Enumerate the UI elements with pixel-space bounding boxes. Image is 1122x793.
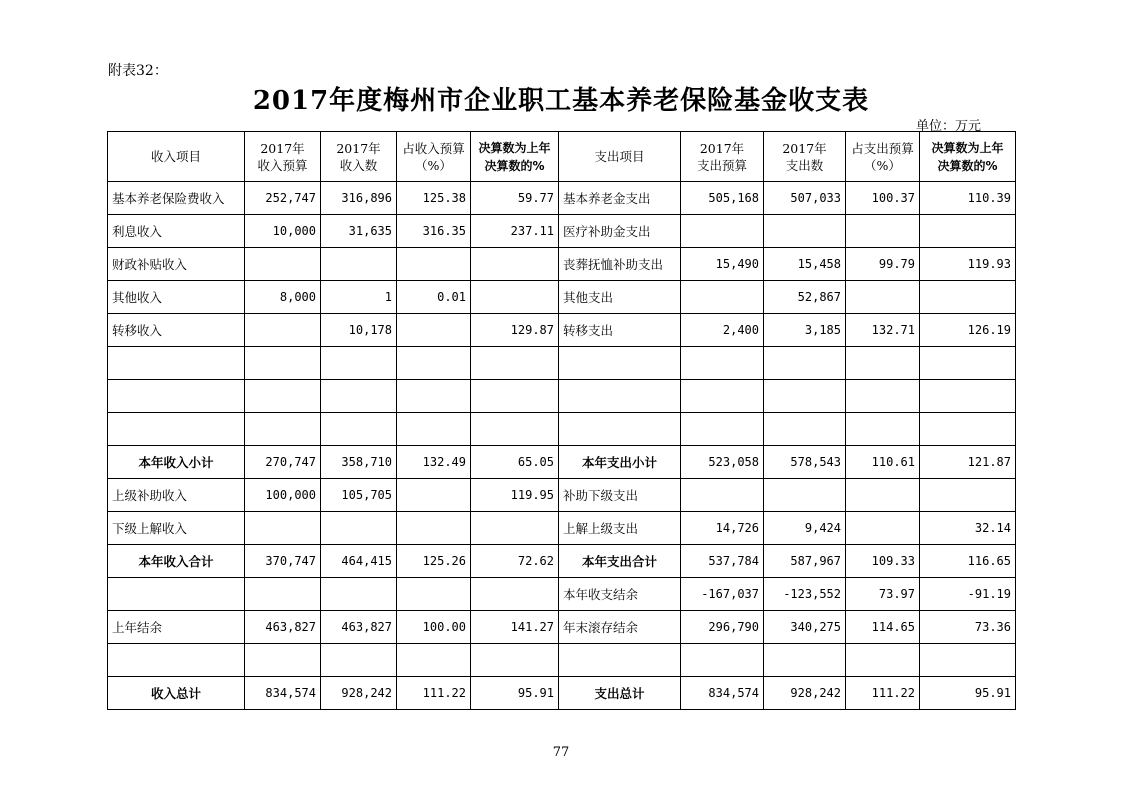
header-income-pct-budget: 占收入预算 （%）: [397, 132, 471, 182]
table-row: [108, 314, 1016, 347]
income-actual-cell: 316,896: [321, 182, 397, 215]
income-pct-lastyear-cell: [471, 644, 559, 677]
income-item-cell: [108, 578, 245, 611]
income-pct-lastyear-cell: 95.91: [471, 677, 559, 710]
table-row: [108, 215, 1016, 248]
income-item-cell: [108, 380, 245, 413]
income-item-cell: 上级补助收入: [108, 479, 245, 512]
income-pct-budget-cell: [397, 314, 471, 347]
income-actual-cell: 31,635: [321, 215, 397, 248]
income-item-cell: 下级上解收入: [108, 512, 245, 545]
table-row: [108, 677, 1016, 710]
expense-pct-budget-cell: [846, 281, 920, 314]
income-actual-cell: [321, 644, 397, 677]
expense-pct-budget-cell: 132.71: [846, 314, 920, 347]
table-row: [108, 512, 1016, 545]
income-pct-lastyear-cell: 59.77: [471, 182, 559, 215]
income-pct-lastyear-cell: 237.11: [471, 215, 559, 248]
expense-actual-cell: 340,275: [764, 611, 846, 644]
expense-pct-lastyear-cell: [920, 281, 1016, 314]
income-item-cell: 基本养老保险费收入: [108, 182, 245, 215]
page-title: 2017年度梅州市企业职工基本养老保险基金收支表: [252, 86, 870, 116]
expense-pct-lastyear-cell: [920, 215, 1016, 248]
expense-item-cell: 转移支出: [559, 314, 681, 347]
unit-label: 单位：万元: [916, 119, 982, 134]
income-item-cell: 利息收入: [108, 215, 245, 248]
expense-actual-cell: 587,967: [764, 545, 846, 578]
income-budget-cell: 10,000: [245, 215, 321, 248]
income-item-cell: 上年结余: [108, 611, 245, 644]
income-budget-cell: [245, 578, 321, 611]
table-row: [108, 446, 1016, 479]
expense-pct-lastyear-cell: [920, 413, 1016, 446]
income-pct-budget-cell: [397, 479, 471, 512]
expense-pct-lastyear-cell: [920, 479, 1016, 512]
expense-budget-cell: 2,400: [681, 314, 764, 347]
income-pct-budget-cell: [397, 578, 471, 611]
income-actual-cell: 928,242: [321, 677, 397, 710]
expense-actual-cell: [764, 644, 846, 677]
income-pct-budget-cell: 316.35: [397, 215, 471, 248]
income-actual-cell: [321, 413, 397, 446]
income-actual-cell: 1: [321, 281, 397, 314]
header-income-pct-lastyear: 决算数为上年 决算数的%: [471, 132, 559, 182]
income-actual-cell: [321, 578, 397, 611]
income-budget-cell: [245, 314, 321, 347]
income-pct-lastyear-cell: [471, 248, 559, 281]
income-item-cell: [108, 347, 245, 380]
income-budget-cell: 270,747: [245, 446, 321, 479]
expense-actual-cell: 9,424: [764, 512, 846, 545]
table-row: [108, 380, 1016, 413]
header-expense-item: 支出项目: [559, 132, 681, 182]
expense-budget-cell: 296,790: [681, 611, 764, 644]
expense-pct-lastyear-cell: [920, 644, 1016, 677]
expense-pct-lastyear-cell: [920, 380, 1016, 413]
expense-actual-cell: [764, 380, 846, 413]
income-actual-cell: [321, 347, 397, 380]
expense-budget-cell: [681, 215, 764, 248]
expense-item-cell: 本年支出合计: [559, 545, 681, 578]
income-actual-cell: 464,415: [321, 545, 397, 578]
income-budget-cell: [245, 644, 321, 677]
expense-item-cell: 年末滚存结余: [559, 611, 681, 644]
header-income-item: 收入项目: [108, 132, 245, 182]
income-pct-lastyear-cell: 119.95: [471, 479, 559, 512]
expense-actual-cell: 928,242: [764, 677, 846, 710]
income-budget-cell: [245, 512, 321, 545]
income-actual-cell: 463,827: [321, 611, 397, 644]
expense-actual-cell: -123,552: [764, 578, 846, 611]
income-pct-lastyear-cell: [471, 347, 559, 380]
expense-actual-cell: 578,543: [764, 446, 846, 479]
expense-item-cell: 补助下级支出: [559, 479, 681, 512]
expense-item-cell: [559, 644, 681, 677]
income-budget-cell: 834,574: [245, 677, 321, 710]
expense-item-cell: 支出总计: [559, 677, 681, 710]
table-row: [108, 479, 1016, 512]
income-actual-cell: 10,178: [321, 314, 397, 347]
income-pct-lastyear-cell: 65.05: [471, 446, 559, 479]
expense-budget-cell: [681, 413, 764, 446]
expense-actual-cell: [764, 479, 846, 512]
income-pct-lastyear-cell: 72.62: [471, 545, 559, 578]
expense-budget-cell: 834,574: [681, 677, 764, 710]
header-expense-pct-budget: 占支出预算 （%）: [846, 132, 920, 182]
expense-pct-lastyear-cell: [920, 347, 1016, 380]
expense-actual-cell: 52,867: [764, 281, 846, 314]
income-budget-cell: [245, 248, 321, 281]
income-pct-budget-cell: 0.01: [397, 281, 471, 314]
expense-budget-cell: -167,037: [681, 578, 764, 611]
fund-table: [107, 131, 1016, 710]
table-row: [108, 611, 1016, 644]
expense-pct-lastyear-cell: 116.65: [920, 545, 1016, 578]
income-pct-lastyear-cell: [471, 512, 559, 545]
table-row: [108, 644, 1016, 677]
expense-item-cell: 基本养老金支出: [559, 182, 681, 215]
expense-pct-budget-cell: 100.37: [846, 182, 920, 215]
income-item-cell: 本年收入合计: [108, 545, 245, 578]
income-item-cell: 财政补贴收入: [108, 248, 245, 281]
expense-item-cell: 上解上级支出: [559, 512, 681, 545]
income-pct-budget-cell: [397, 380, 471, 413]
expense-actual-cell: [764, 347, 846, 380]
income-pct-budget-cell: 100.00: [397, 611, 471, 644]
income-actual-cell: 105,705: [321, 479, 397, 512]
header-income-actual: 2017年 收入数: [321, 132, 397, 182]
income-pct-budget-cell: 125.26: [397, 545, 471, 578]
expense-budget-cell: [681, 479, 764, 512]
income-budget-cell: [245, 347, 321, 380]
expense-pct-lastyear-cell: 110.39: [920, 182, 1016, 215]
income-actual-cell: [321, 248, 397, 281]
income-item-cell: 本年收入小计: [108, 446, 245, 479]
income-budget-cell: 463,827: [245, 611, 321, 644]
income-item-cell: [108, 644, 245, 677]
expense-item-cell: 其他支出: [559, 281, 681, 314]
expense-item-cell: 丧葬抚恤补助支出: [559, 248, 681, 281]
expense-pct-budget-cell: 99.79: [846, 248, 920, 281]
expense-pct-budget-cell: 73.97: [846, 578, 920, 611]
income-pct-lastyear-cell: [471, 578, 559, 611]
expense-pct-budget-cell: 109.33: [846, 545, 920, 578]
income-pct-lastyear-cell: [471, 413, 559, 446]
expense-item-cell: 本年支出小计: [559, 446, 681, 479]
income-item-cell: 转移收入: [108, 314, 245, 347]
expense-budget-cell: [681, 281, 764, 314]
expense-budget-cell: 505,168: [681, 182, 764, 215]
expense-budget-cell: [681, 644, 764, 677]
expense-pct-budget-cell: [846, 215, 920, 248]
table-row: [108, 281, 1016, 314]
expense-actual-cell: 507,033: [764, 182, 846, 215]
table-row: [108, 413, 1016, 446]
attachment-label: 附表32：: [108, 63, 168, 79]
expense-actual-cell: [764, 413, 846, 446]
expense-pct-lastyear-cell: 119.93: [920, 248, 1016, 281]
income-pct-budget-cell: [397, 512, 471, 545]
income-pct-lastyear-cell: 141.27: [471, 611, 559, 644]
income-actual-cell: [321, 380, 397, 413]
expense-item-cell: [559, 413, 681, 446]
expense-budget-cell: [681, 347, 764, 380]
expense-pct-budget-cell: [846, 479, 920, 512]
expense-budget-cell: 523,058: [681, 446, 764, 479]
income-pct-budget-cell: [397, 248, 471, 281]
table-row: [108, 182, 1016, 215]
expense-budget-cell: 15,490: [681, 248, 764, 281]
header-expense-pct-lastyear: 决算数为上年 决算数的%: [920, 132, 1016, 182]
expense-item-cell: 医疗补助金支出: [559, 215, 681, 248]
income-budget-cell: 370,747: [245, 545, 321, 578]
income-budget-cell: [245, 413, 321, 446]
income-pct-lastyear-cell: [471, 380, 559, 413]
header-income-budget: 2017年 收入预算: [245, 132, 321, 182]
expense-item-cell: [559, 380, 681, 413]
expense-pct-budget-cell: [846, 512, 920, 545]
expense-pct-lastyear-cell: 126.19: [920, 314, 1016, 347]
expense-item-cell: 本年收支结余: [559, 578, 681, 611]
income-pct-lastyear-cell: [471, 281, 559, 314]
expense-actual-cell: 3,185: [764, 314, 846, 347]
expense-pct-budget-cell: [846, 347, 920, 380]
expense-pct-budget-cell: [846, 413, 920, 446]
income-item-cell: 其他收入: [108, 281, 245, 314]
expense-item-cell: [559, 347, 681, 380]
income-pct-budget-cell: 111.22: [397, 677, 471, 710]
expense-pct-lastyear-cell: 32.14: [920, 512, 1016, 545]
income-pct-budget-cell: [397, 347, 471, 380]
header-expense-budget: 2017年 支出预算: [681, 132, 764, 182]
table-row: [108, 578, 1016, 611]
income-budget-cell: 252,747: [245, 182, 321, 215]
expense-actual-cell: 15,458: [764, 248, 846, 281]
expense-budget-cell: 14,726: [681, 512, 764, 545]
expense-budget-cell: 537,784: [681, 545, 764, 578]
expense-pct-lastyear-cell: 95.91: [920, 677, 1016, 710]
header-expense-actual: 2017年 支出数: [764, 132, 846, 182]
income-item-cell: 收入总计: [108, 677, 245, 710]
expense-pct-budget-cell: 114.65: [846, 611, 920, 644]
income-budget-cell: [245, 380, 321, 413]
income-pct-budget-cell: 132.49: [397, 446, 471, 479]
expense-pct-lastyear-cell: -91.19: [920, 578, 1016, 611]
page-number: 77: [552, 745, 570, 760]
table-row: [108, 248, 1016, 281]
income-actual-cell: [321, 512, 397, 545]
expense-pct-budget-cell: 110.61: [846, 446, 920, 479]
expense-actual-cell: [764, 215, 846, 248]
income-pct-lastyear-cell: 129.87: [471, 314, 559, 347]
income-budget-cell: 100,000: [245, 479, 321, 512]
income-pct-budget-cell: [397, 644, 471, 677]
table-row: [108, 347, 1016, 380]
table-header-row: [108, 132, 1016, 182]
expense-pct-budget-cell: 111.22: [846, 677, 920, 710]
expense-pct-budget-cell: [846, 380, 920, 413]
expense-pct-lastyear-cell: 73.36: [920, 611, 1016, 644]
income-pct-budget-cell: 125.38: [397, 182, 471, 215]
expense-pct-lastyear-cell: 121.87: [920, 446, 1016, 479]
income-budget-cell: 8,000: [245, 281, 321, 314]
income-item-cell: [108, 413, 245, 446]
income-actual-cell: 358,710: [321, 446, 397, 479]
income-pct-budget-cell: [397, 413, 471, 446]
expense-pct-budget-cell: [846, 644, 920, 677]
expense-budget-cell: [681, 380, 764, 413]
table-row: [108, 545, 1016, 578]
